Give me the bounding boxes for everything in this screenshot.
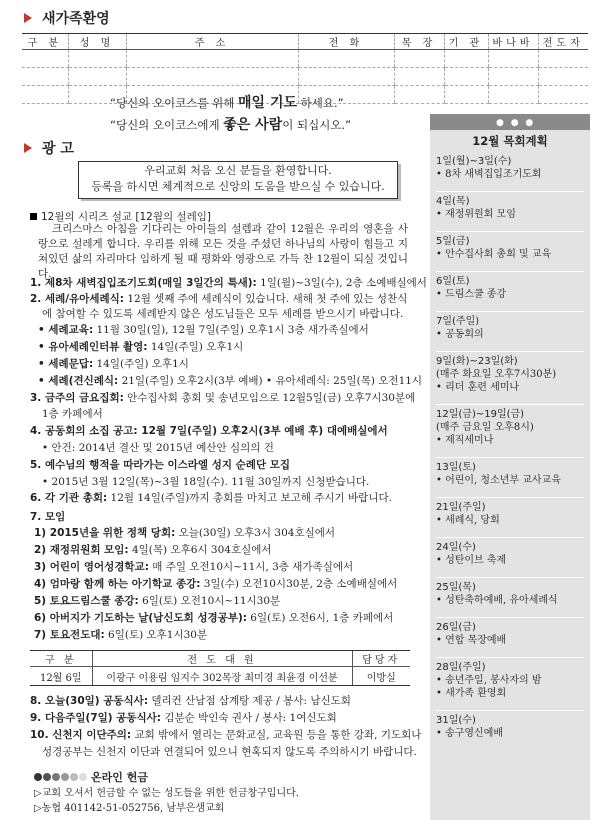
event-date: 9일(화)~23일(화) [436,356,518,367]
monthly-plan-title: 12월 목회계획 [472,134,548,148]
event-description: • 성탄이브 축제 [436,555,507,566]
list-item-text: 21일(주일) 오후2시(3부 예배) • 유아세례식: 25일(목) 오전11시 [118,375,423,387]
list-item [38,374,422,389]
list-item [30,728,421,743]
event-divider [436,311,584,312]
list-item-label: 1) 2015년을 위한 정책 당회: [34,527,176,539]
list-item [30,711,337,726]
list-item-label: 4. 공동회의 소집 공고: 12월 7일(주일) 오후2시(3부 예배 후) 대예배실에서 [30,425,388,437]
triangle-bullet-icon [24,143,32,153]
plan-event [436,661,542,700]
event-description: • 제직세미나 [436,435,494,446]
list-item-label: 4) 엄마랑 함께 하는 아기학교 종강: [34,578,201,590]
event-description: • 연합 목장예배 [436,635,507,646]
list-item [38,357,189,372]
list-item-text: • 2015년 3월 12일(목)~3월 18일(수). 11월 30일까지 신청받습니다. [42,476,370,488]
event-description: • 성탄축하예배, 유아세례식 [436,595,558,606]
list-item-text: 3일(수) 오전10시30분, 2층 소예배실에서 [200,578,398,590]
list-item-label: • 세례교육: [38,324,94,336]
event-divider [436,351,584,352]
list-item-text: 오늘(30일) 오후3시 304호실에서 [175,527,336,539]
event-description: (매주 금요일 오후8시) [436,422,534,433]
list-item [30,391,415,406]
table-row [30,667,410,686]
duty-members: 이광구 이용림 임지수 302목장 최미경 최윤경 이선분 [92,667,352,686]
quote-text: 하세요.” [297,96,344,110]
event-date: 28일(주일) [436,662,486,673]
list-item [42,745,417,760]
column-header: 전도자 [538,34,588,50]
list-item [30,458,290,473]
event-divider [436,271,584,272]
event-description: • 8차 새벽집입조기도회 [436,169,542,180]
event-description: (매주 화요일 오후7시30분) [436,369,557,380]
event-description: • 리더 훈련 세미나 [436,382,520,393]
online-offering-title: 온라인 헌금 [91,771,148,784]
event-divider [436,404,584,405]
plan-event [436,581,558,607]
column-header: 주 소 [126,34,298,50]
event-divider [436,231,584,232]
column-header: 전 화 [298,34,394,50]
new-family-table-header [22,34,588,50]
list-item-text: 1층 카페에서 [42,408,103,420]
event-divider [436,457,584,458]
table-row [22,50,588,68]
event-description: • 새가족 환영회 [436,688,507,699]
welcome-box [78,161,398,199]
list-item-text: 김분순 박인숙 권사 / 봉사: 1여신도회 [161,712,337,724]
list-item-text: 11월 30일(일), 12월 7일(주일) 오후1시 3층 새가족실에서 [93,324,369,336]
list-item-label: 5) 토요드림스쿨 종강: [34,595,139,607]
column-header: 성 명 [68,34,126,50]
event-date: 26일(금) [436,622,476,633]
list-item-label: 9. 다음주일(7일) 공동식사: [30,712,161,724]
list-item-text: 6일(토) 오후1시30분 [104,629,208,641]
list-item-text: 6일(토) 오전6시, 1층 카페에서 [246,612,394,624]
list-item-text: 교회 밖에서 열리는 문화교실, 교육원 등을 통한 강좌, 기도회나 [131,729,422,741]
table-row [22,68,588,86]
list-item-text: 4일(목) 오후6시 304호실에서 [128,544,272,556]
list-item-text: 매 주일 오전10시~11시, 3층 새가족실에서 [148,561,354,573]
list-item-label: • 세례(견신례식: [38,375,119,387]
event-divider [436,537,584,538]
list-item-text: 성경공부는 신천지 이단과 연결되어 있으니 현혹되지 않도록 주의하시기 바랍니다. [42,746,417,758]
list-item-label: 7) 토요전도대: [34,629,105,641]
list-item-text: • 안건: 2014년 결산 및 2015년 예산안 심의의 건 [42,442,274,454]
series-title: 12월의 시리즈 설교 [12월의 설레임] [41,211,211,223]
list-item-label: 6. 각 기관 총회: [30,492,108,504]
column-header: 기 관 [444,34,488,50]
list-item-label: • 유아세례인터뷰 촬영: [38,341,148,353]
list-item [42,307,403,322]
plan-event [436,621,506,647]
event-divider [436,710,584,711]
list-item [34,560,353,575]
triangle-bullet-icon [24,13,32,23]
list-item-text: 1일(월)~3일(수), 2층 소예배실에서 [256,277,427,289]
plan-event [436,461,561,487]
quote-text: “당신의 오이코스를 위해 [110,96,239,110]
event-divider [436,497,584,498]
list-item-text: 에 참여할 수 있도록 세례받지 않은 성도님들은 모두 세례를 받으시기 바랍니다. [42,308,404,320]
event-description: • 세례식, 당회 [436,515,500,526]
bank-account-line: ▷농협 401142-51-052756, 남부은샘교회 [34,803,225,814]
quote-line-1 [110,92,344,112]
square-bullet-icon [30,213,37,220]
list-item [34,526,335,541]
plan-event [436,714,503,740]
list-item-label: 6) 아버지가 기도하는 날(남신도회 성경공부): [34,612,247,624]
list-item [30,292,407,307]
event-description: • 공동회의 [436,329,484,340]
plan-event [436,195,516,221]
list-item [30,491,392,506]
event-divider [436,657,584,658]
plan-event [436,275,506,301]
list-item [30,424,388,439]
event-date: 24일(수) [436,542,476,553]
list-item [42,407,103,422]
column-header: 바나바 [488,34,538,50]
list-item-label: 2. 세례/유아세례식: [30,293,124,305]
outreach-duty-table [30,650,410,686]
list-item [34,594,280,609]
event-description: • 어린이, 청소년부 교사교육 [436,475,561,486]
event-date: 12일(금)~19일(금) [436,409,525,420]
list-item-text: 12월 14일(주일)까지 총회를 마치고 보고해 주시기 바랍니다. [107,492,392,504]
event-divider [436,577,584,578]
online-offering-line: ▷교회 오셔서 헌금할 수 없는 성도들을 위한 헌금창구입니다. [34,788,299,799]
duty-header: 담당자 [352,651,410,667]
list-item-text: 6일(토) 오전10시~11시30분 [138,595,281,607]
list-item-label: 8. 오늘(30일) 공동식사: [30,695,149,707]
new-family-section-title [24,8,110,28]
event-date: 1일(월)~3일(수) [436,156,512,167]
plan-event [436,315,484,341]
quote-text: “당신의 오이코스에게 [110,118,224,132]
event-description: • 재정위원회 모임 [436,209,516,220]
section-title-text: 새가족환영 [42,11,110,27]
dots-icon [34,771,88,784]
event-description: • 안수집사회 총회 및 교육 [436,249,552,260]
event-date: 4일(목) [436,196,470,207]
list-item-text: 12월 셋째 주에 세례식이 있습니다. 새해 첫 주에 있는 성찬식 [124,293,408,305]
quote-emphasis: 좋은 사람 [223,117,283,133]
event-date: 31일(수) [436,715,476,726]
list-item [42,441,274,456]
list-item-label: 10. 신천지 이단주의: [30,729,132,741]
list-item-label: 7. 모임 [30,511,66,523]
quote-emphasis: 매일 기도 [238,95,297,111]
list-item-label: 5. 예수님의 행적을 따라가는 이스라엘 성지 순례단 모집 [30,459,291,471]
event-description: • 드림스쿨 종강 [436,289,507,300]
list-item [34,628,207,643]
plan-event [436,541,506,567]
list-item [34,543,272,558]
duty-header: 구 분 [30,651,92,667]
welcome-line: 우리교회 처음 오신 분들을 환영합니다. [144,164,332,177]
list-item-text: 14일(주일) 오후1시 [93,358,189,370]
list-item [42,475,369,490]
event-date: 6일(토) [436,276,470,287]
event-description: • 송구영신예배 [436,728,504,739]
list-item [30,276,427,291]
list-item [30,510,65,525]
list-item [34,577,397,592]
dots-icon: ● ● ● [496,118,536,128]
list-item [30,694,351,709]
list-item [38,340,243,355]
quote-line-2 [110,114,351,134]
online-offering-info [34,786,299,816]
list-item-label: • 세례문답: [38,358,94,370]
event-divider [436,191,584,192]
list-item [34,611,393,626]
duty-manager: 이방실 [352,667,410,686]
list-item-text: 안수집사회 총회 및 송년모임으로 12월5일(금) 오후7시30분에 [123,392,416,404]
column-header: 목 장 [394,34,444,50]
quote-text: 이 되십시오.” [282,118,352,132]
announcement-section-title [24,138,74,158]
plan-event [436,155,542,181]
list-item-label: 3) 어린이 영어성경학교: [34,561,149,573]
list-item-text: 14일(주일) 오후1시 [147,341,244,353]
welcome-line: 등록을 하시면 체계적으로 신앙의 도움을 받으실 수 있습니다. [91,180,385,193]
online-offering-heading [34,769,148,785]
list-item-label: 3. 금주의 금요집회: [30,392,124,404]
event-date: 7일(주일) [436,316,480,327]
plan-event [436,408,534,447]
column-header: 구 분 [22,34,68,50]
event-date: 13일(토) [436,462,476,473]
duty-date: 12월 6일 [30,667,92,686]
list-item-text: 델리컨 산남점 삼계탕 제공 / 봉사: 남신도회 [148,695,351,707]
event-divider [436,617,584,618]
plan-event [436,501,500,527]
event-date: 21일(주일) [436,502,486,513]
event-date: 25일(목) [436,582,476,593]
duty-header: 전 도 대 원 [92,651,352,667]
event-date: 5일(금) [436,236,470,247]
plan-event [436,355,556,394]
list-item-label: 1. 제8차 새벽집입조기도회(매일 3일간의 특새): [30,277,257,289]
list-item [38,323,369,338]
series-paragraph: 크리스마스 아침을 기다리는 아이들의 설렘과 같이 12월은 우리의 영혼을 사랑으로 설레게 합니다. 우리를 위해 모든 것을 주셨던 하나님의 사랑이 힘들고 지쳐있던 삶의 자리마다 임하게 될 때 평화와 영광으로 가득 찬 12월이 되실 것입니다. [38,223,408,280]
event-description: • 송년주일, 봉사자의 밤 [436,675,542,686]
section-title-text: 광 고 [42,141,74,157]
list-item-label: 2) 재정위원회 모임: [34,544,129,556]
plan-event [436,235,551,261]
